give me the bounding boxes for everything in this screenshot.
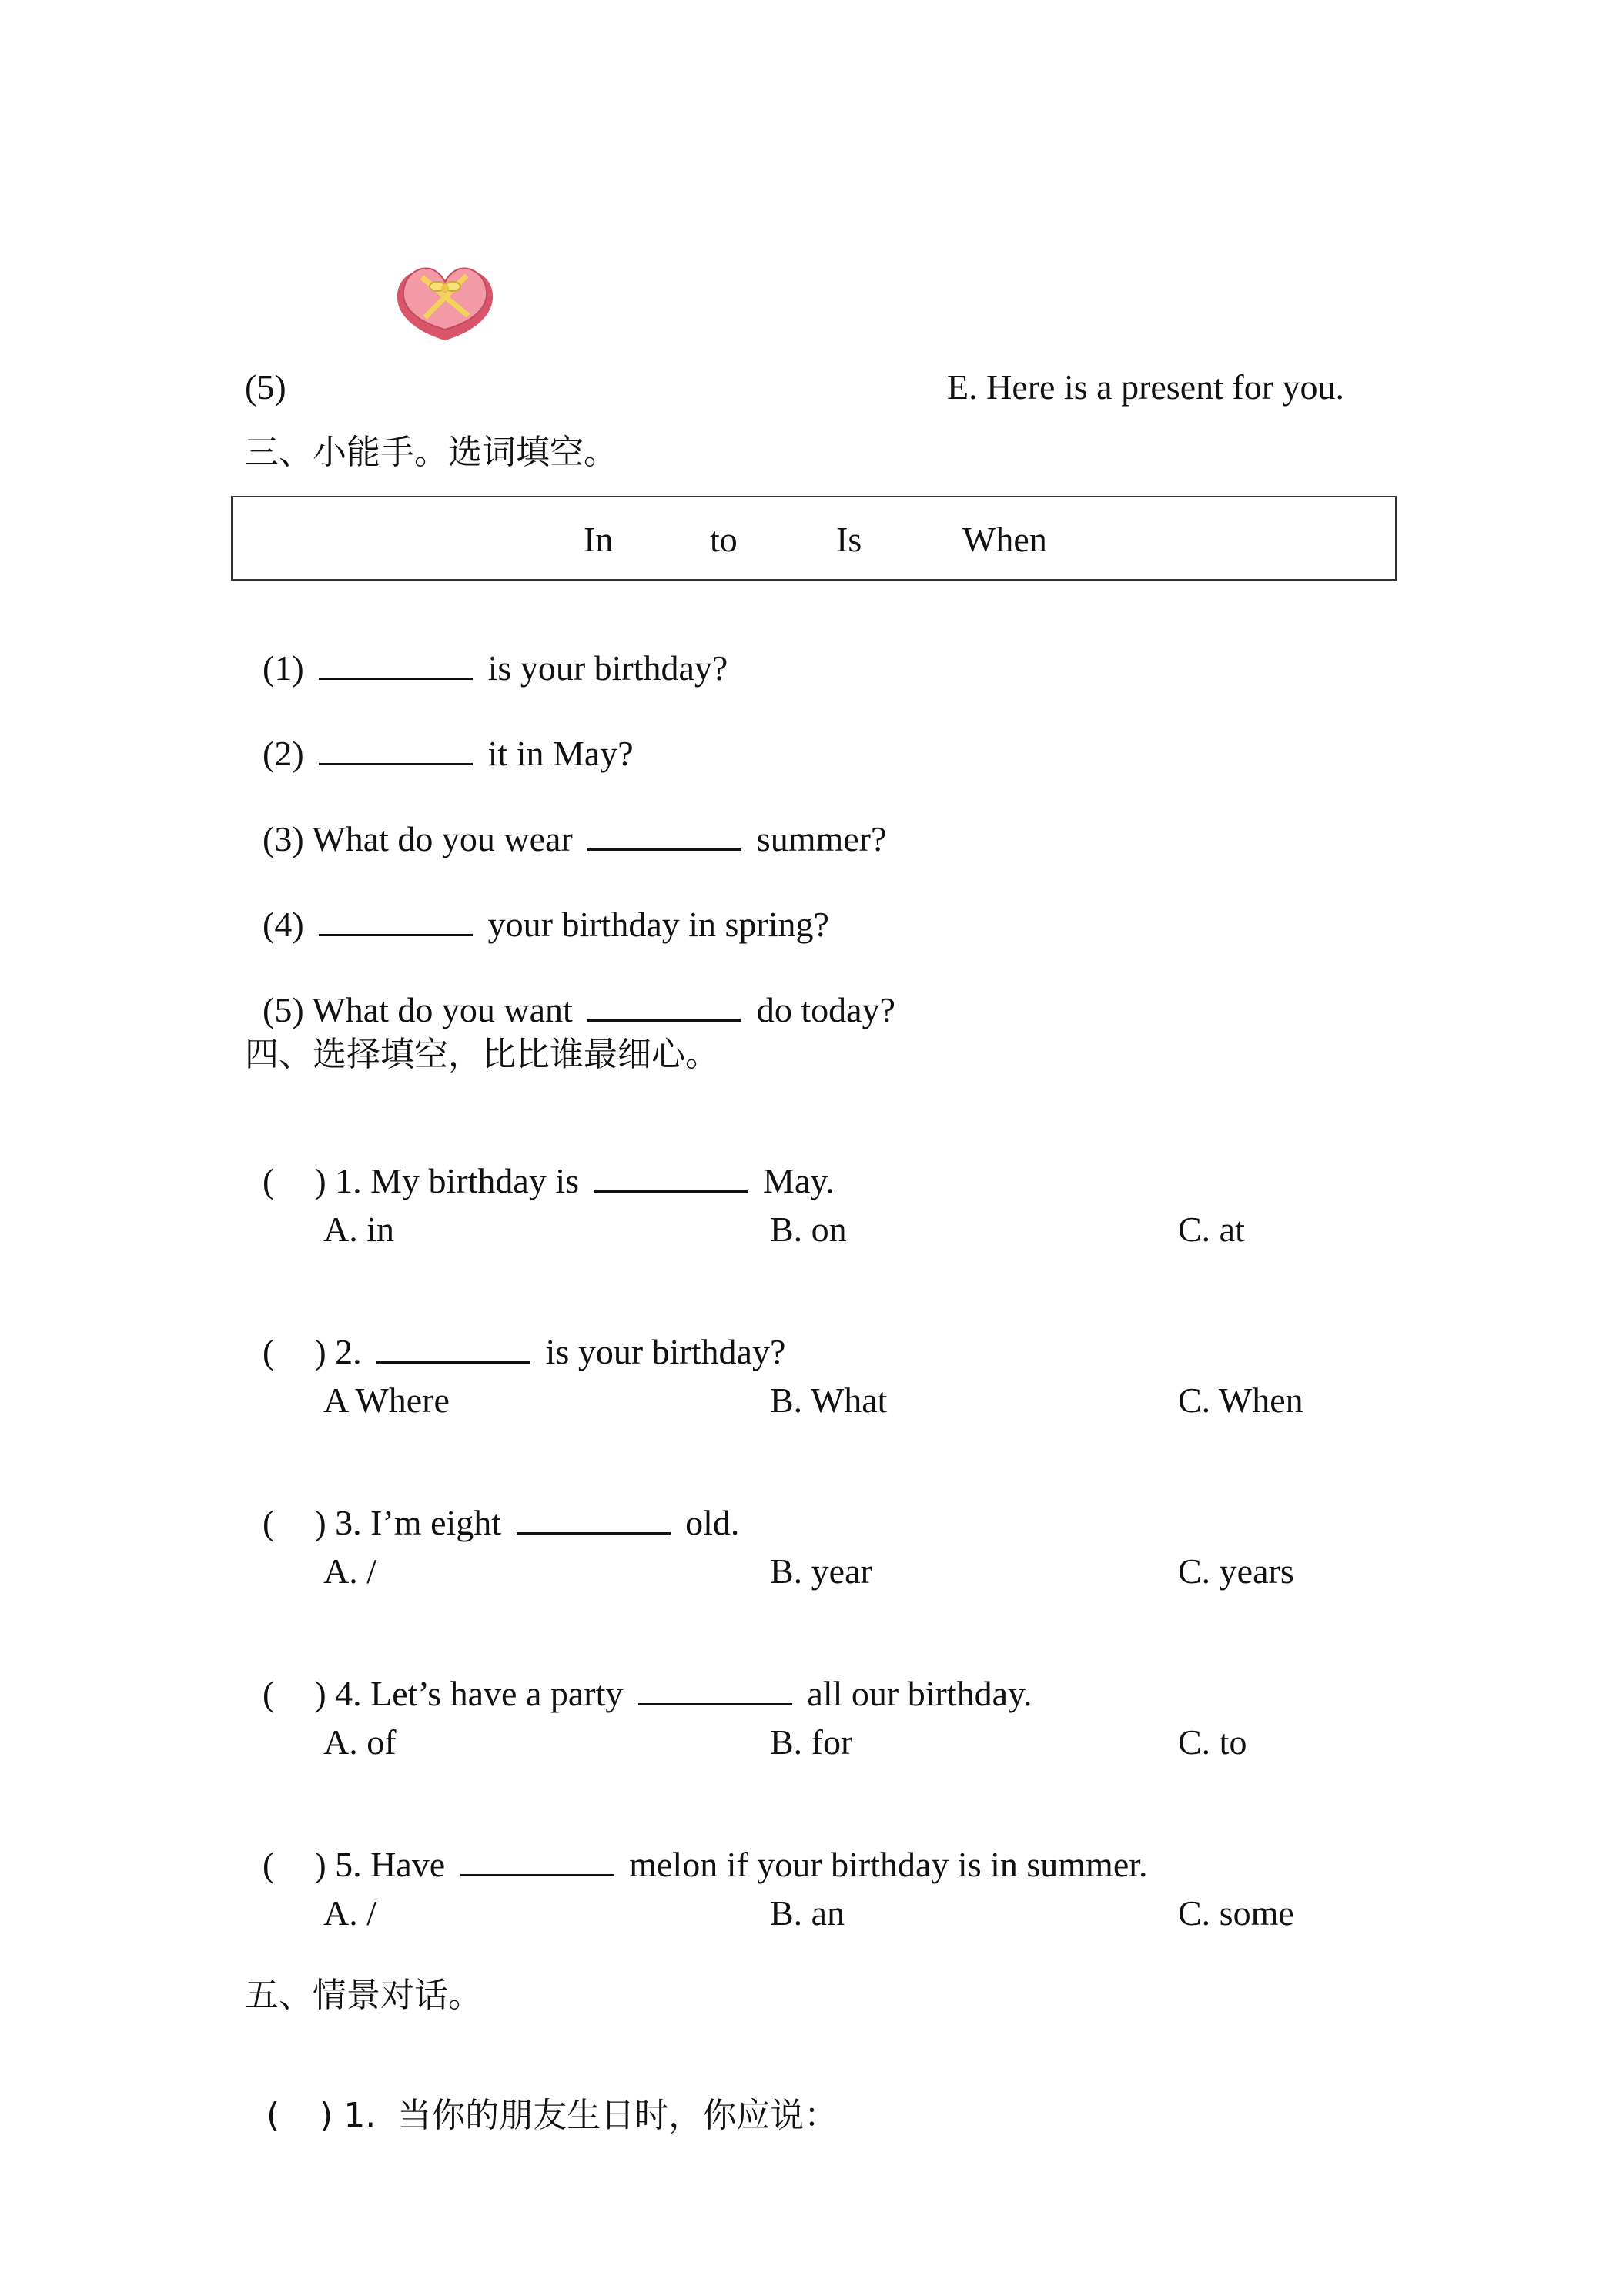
word-box-word: Is (836, 520, 862, 559)
section3-heading: 三、小能手。选词填空。 (245, 433, 617, 472)
section5-heading: 五、情景对话。 (245, 1976, 482, 2015)
question-text: is your birthday? (537, 1332, 786, 1371)
matching-sentence: E. Here is a present for you. (947, 367, 1345, 407)
fill-blank-item (245, 869, 829, 942)
item-text: summer? (748, 819, 887, 858)
section4-heading: 四、选择填空，比比谁最细心。 (245, 1035, 719, 1074)
answer-paren-close: ) (314, 1332, 326, 1371)
option-b[interactable]: B. an (770, 1893, 845, 1933)
option-c[interactable]: C. When (1178, 1381, 1303, 1420)
item-text: is your birthday? (479, 648, 728, 688)
answer-paren-close: ) (320, 2096, 333, 2135)
answer-blank[interactable] (587, 819, 741, 851)
item-text: your birthday in spring? (479, 905, 829, 944)
option-b[interactable]: B. on (770, 1210, 847, 1249)
option-c[interactable]: C. some (1178, 1893, 1294, 1933)
item-text: it in May? (479, 734, 634, 773)
word-box-word: When (962, 520, 1047, 559)
matching-item-number: (5) (245, 367, 286, 407)
answer-paren-open: ( (263, 1674, 275, 1713)
dialogue-question (245, 2065, 838, 2133)
answer-paren-close: ) (314, 1845, 326, 1884)
answer-paren-open: ( (263, 1503, 275, 1542)
answer-blank[interactable] (587, 990, 741, 1022)
item-text: do today? (748, 990, 895, 1029)
answer-blank (594, 1161, 748, 1193)
item-text: (4) (263, 905, 313, 944)
option-c[interactable]: C. at (1178, 1210, 1245, 1249)
answer-blank (638, 1674, 792, 1705)
answer-paren-open: ( (266, 2096, 280, 2135)
item-text: (5) What do you want (263, 990, 582, 1029)
mc-question (245, 1638, 1032, 1712)
answer-paren-open: ( (263, 1161, 275, 1200)
heart-gift-box-image (391, 254, 499, 345)
fill-blank-item (245, 698, 634, 771)
option-a[interactable]: A. of (323, 1722, 397, 1762)
answer-paren-open: ( (263, 1845, 275, 1884)
mc-question (245, 1297, 785, 1370)
fill-blank-item (245, 955, 895, 1028)
option-a[interactable]: A. in (323, 1210, 394, 1249)
answer-blank[interactable] (319, 905, 473, 936)
answer-paren-open: ( (263, 1332, 275, 1371)
item-text: (3) What do you wear (263, 819, 582, 858)
question-text: May. (754, 1161, 835, 1200)
option-b[interactable]: B. What (770, 1381, 888, 1420)
question-text: 5. Have (326, 1845, 454, 1884)
answer-paren-close: ) (314, 1161, 326, 1200)
question-text: 4. Let’s have a party (326, 1674, 632, 1713)
word-box-word: In (584, 520, 614, 559)
option-c[interactable]: C. to (1178, 1722, 1247, 1762)
answer-blank (460, 1845, 614, 1876)
question-text: 1. My birthday is (326, 1161, 588, 1200)
option-a[interactable]: A. / (323, 1893, 376, 1933)
option-b[interactable]: B. for (770, 1722, 853, 1762)
question-text: all our birthday. (798, 1674, 1032, 1713)
option-c[interactable]: C. years (1178, 1551, 1294, 1591)
mc-question (245, 1809, 1148, 1883)
question-text: old. (676, 1503, 740, 1542)
item-text: (1) (263, 648, 313, 688)
answer-blank (376, 1332, 530, 1364)
answer-paren-close: ) (314, 1674, 326, 1713)
question-text: melon if your birthday is in summer. (620, 1845, 1148, 1884)
question-text: 3. I’m eight (326, 1503, 510, 1542)
item-text: (2) (263, 734, 313, 773)
option-a[interactable]: A Where (323, 1381, 450, 1420)
answer-blank[interactable] (319, 734, 473, 765)
question-text: 1. 当你的朋友生日时，你应说： (333, 2096, 838, 2135)
answer-blank (517, 1503, 671, 1535)
question-text: 2. (326, 1332, 371, 1371)
answer-blank[interactable] (319, 648, 473, 680)
mc-question (245, 1126, 835, 1199)
word-box (231, 496, 1397, 581)
option-a[interactable]: A. / (323, 1551, 376, 1591)
answer-paren-close: ) (314, 1503, 326, 1542)
option-b[interactable]: B. year (770, 1551, 872, 1591)
fill-blank-item (245, 613, 728, 686)
word-box-word: to (710, 520, 738, 559)
mc-question (245, 1468, 739, 1541)
fill-blank-item (245, 784, 886, 857)
